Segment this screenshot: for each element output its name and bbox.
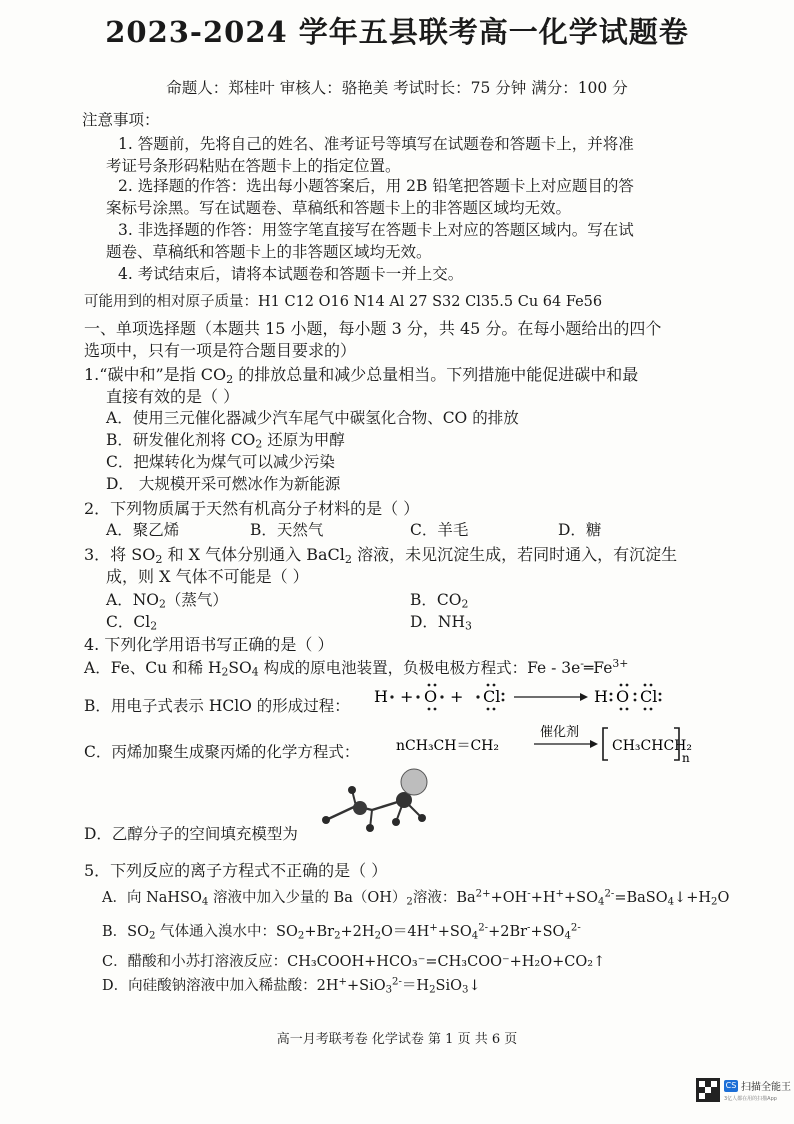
notice-heading: 注意事项： (82, 111, 160, 129)
atom-o: O (616, 687, 630, 706)
exam-title: 2023-2024 学年五县联考高一化学试题卷 (105, 15, 689, 49)
electron-dot (610, 693, 613, 696)
q1-option-c: C．把煤转化为煤气可以减少污染 (106, 453, 335, 471)
notice-item-4: 4. 考试结束后，请将本试题卷和答题卡一并上交。 (118, 265, 464, 283)
electron-dot (659, 699, 662, 702)
camscanner-tagline: 3亿人都在用的扫描App (724, 1096, 777, 1102)
electron-dot (644, 684, 647, 687)
electron-dot (476, 695, 479, 698)
notice-item-1-line-2: 考证号条形码粘贴在答题卡上的指定位置。 (106, 157, 401, 175)
repeat-n: n (682, 751, 690, 765)
electron-dot (620, 708, 623, 711)
electron-dot (493, 684, 496, 687)
electron-dot (428, 708, 431, 711)
notice-item-1-line-1: 1. 答题前，先将自己的姓名、准考证号等填写在试题卷和答题卡上，并将准 (118, 135, 634, 153)
notice-item-2-line-1: 2. 选择题的作答：选出每小题答案后，用 2B 铅笔把答题卡上对应题目的答 (118, 177, 634, 195)
electron-dot (487, 684, 490, 687)
q4-option-c: C．丙烯加聚生成聚丙烯的化学方程式： (84, 743, 360, 761)
electron-dot (620, 684, 623, 687)
q1-option-a: A．使用三元催化器减少汽车尾气中碳氢化合物、CO 的排放 (106, 409, 519, 427)
atomic-masses: 可能用到的相对原子质量：H1 C12 O16 N14 Al 27 S32 Cl35.5 Cu 64 Fe56 (84, 294, 603, 310)
q5-option-a: A．向 NaHSO$_4$ 溶液中加入少量的 $Ba(OH)_2$溶液：$Ba^{2+}+OH^-+H^++SO_4^{2-}=BaSO_4↓+H_2O$ (102, 888, 730, 908)
bond (326, 806, 356, 820)
q3-stem: 3．将 $SO_2$ 和 X 气体分别通入 BaCl$_2$ 溶液，未见沉淀生成，若同时通入，有沉淀生 (84, 545, 678, 566)
q2-stem: 2．下列物质属于天然有机高分子材料的是（ ） (84, 499, 420, 518)
q4-option-d: D．乙醇分子的空间填充模型为 (84, 825, 298, 843)
electron-dot (428, 684, 431, 687)
ethanol-space-filling-model (296, 768, 456, 838)
catalyst-label: 催化剂 (540, 725, 580, 740)
notice-item-3-line-2: 题卷、草稿纸和答题卡上的非答题区域均无效。 (106, 243, 432, 261)
camscanner-logo: CS (725, 1081, 737, 1090)
q1-stem: 1.“碳中和”是指 $CO_2$ 的排放总量和减少总量相当。下列措施中能促进碳中和最 (84, 365, 639, 386)
electron-dot (626, 684, 629, 687)
propylene-formula: nCH₃CH＝CH₂ (396, 738, 500, 754)
polypropylene-formula: CH₃CHCH₂ (612, 738, 692, 754)
electron-dot (650, 684, 653, 687)
hydrogen-atom (392, 818, 400, 826)
hydrogen-atom (348, 786, 356, 794)
q4-stem: 4. 下列化学用语书写正确的是（ ） (84, 635, 334, 654)
atom-h: H (594, 687, 608, 706)
q3-option-b: B．$CO_2$ (410, 591, 469, 611)
notice-item-2-line-2: 案标号涂黑。写在试题卷、草稿纸和答题卡上的非答题区域均无效。 (106, 199, 572, 217)
atom-cl: Cl (640, 687, 658, 706)
electron-dot (440, 695, 443, 698)
electron-dot (650, 708, 653, 711)
oxygen-atom (401, 769, 427, 795)
electron-dot (493, 708, 496, 711)
q5-stem: 5．下列反应的离子方程式不正确的是（ ） (84, 861, 388, 880)
bracket-left (603, 728, 608, 760)
electron-dot (487, 708, 490, 711)
q1-option-b: B．研发催化剂将 $CO_2$ 还原为甲醇 (106, 431, 345, 451)
section-heading-line-2: 选项中，只有一项是符合题目要求的） (84, 341, 357, 360)
electron-dot (502, 699, 505, 702)
q3-option-a: A．$NO_2$（蒸气） (106, 591, 228, 611)
notice-item-3-line-1: 3. 非选择题的作答：用签字笔直接写在答题卡上对应的答题区域内。写在试 (118, 221, 634, 239)
electron-dot (610, 699, 613, 702)
qr-code-icon (696, 1078, 720, 1102)
q2-option-b: B．天然气 (250, 521, 324, 539)
electron-dot (634, 693, 637, 696)
q1-option-d: D． 大规模开采可燃冰作为新能源 (106, 475, 341, 493)
q5-option-c: C．醋酸和小苏打溶液反应：CH₃COOH+HCO₃⁻=CH₃COO⁻+H₂O+CO₂↑ (102, 954, 606, 970)
q4-option-b: B．用电子式表示 HClO 的形成过程： (84, 697, 350, 715)
electron-dot (434, 708, 437, 711)
electron-dot (634, 699, 637, 702)
q5-option-d: D．向硅酸钠溶液中加入稀盐酸：$2H^++SiO_3^{2-}=H_2SiO_3↓$ (102, 976, 481, 996)
reaction-arrowhead (580, 693, 588, 701)
q2-option-c: C．羊毛 (410, 521, 469, 539)
carbon-atom (353, 801, 367, 815)
section-heading-line-1: 一、单项选择题（本题共 15 小题，每小题 3 分，共 45 分。在每小题给出的四个 (84, 319, 662, 338)
page-footer: 高一月考联考卷 化学试卷 第 1 页 共 6 页 (276, 1032, 518, 1047)
plus-sign: + (450, 687, 464, 706)
reaction-arrowhead (590, 740, 598, 748)
q2-option-d: D．糖 (558, 521, 602, 539)
hydrogen-atom (418, 814, 426, 822)
electron-dot (502, 693, 505, 696)
q3-option-d: D．$NH_3$ (410, 613, 472, 633)
electron-dot (390, 695, 393, 698)
exam-meta: 命题人：郑桂叶 审核人：骆艳美 考试时长：75 分钟 满分：100 分 (166, 79, 628, 97)
atom-h: H (374, 687, 388, 706)
atom-cl: Cl (483, 687, 501, 706)
plus-sign: + (400, 687, 414, 706)
electron-dot (644, 708, 647, 711)
camscanner-name: 扫描全能王 (741, 1082, 791, 1093)
electron-dot (416, 695, 419, 698)
q4-option-a: A．Fe、Cu 和稀 $H_2SO_4$ 构成的原电池装置，负极电极方程式：Fe - $3e^-═Fe^{3+}$ (84, 657, 629, 679)
q3-stem-line-2: 成，则 X 气体不可能是（ ） (106, 567, 309, 586)
q3-option-c: C．$Cl_2$ (106, 613, 158, 633)
q5-option-b: B．$SO_2$ 气体通入溴水中：$SO_2+Br_2+2H_2O=4H^++SO_4^{2-}+2Br^-+SO_4^{2-}$ (102, 922, 581, 942)
q2-option-a: A．聚乙烯 (106, 521, 180, 539)
electron-dot (626, 708, 629, 711)
q1-stem-line-2: 直接有效的是（ ） (106, 387, 240, 406)
q4-c-polymerization-equation (394, 720, 694, 768)
atom-o: O (424, 687, 438, 706)
electron-dot (434, 684, 437, 687)
q4-b-electron-formula (372, 678, 712, 718)
hydrogen-atom (322, 816, 330, 824)
hydrogen-atom (366, 824, 374, 832)
electron-dot (659, 693, 662, 696)
